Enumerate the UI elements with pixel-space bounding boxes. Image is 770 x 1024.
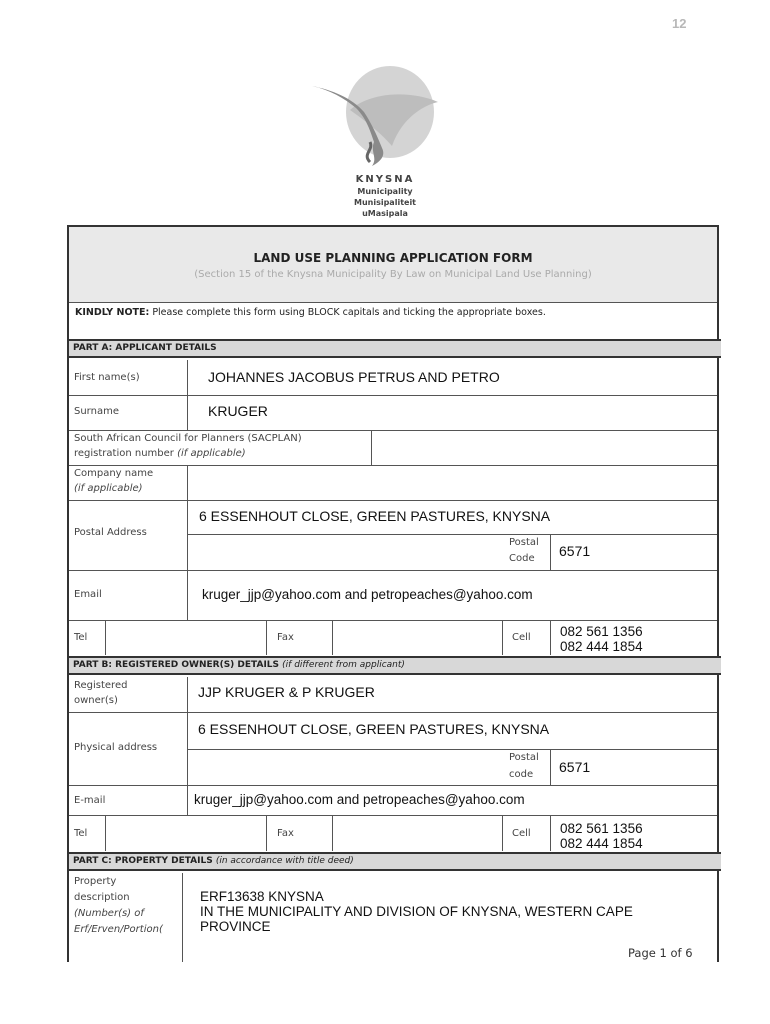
logo-line-3: uMasipala (362, 209, 408, 218)
cell-value-1: 082 561 1356 (560, 624, 643, 639)
postal-code-label-1: Postal (509, 537, 539, 548)
email-value: kruger_jjp@yahoo.com and petropeaches@yahoo.com (202, 587, 533, 602)
owner-postal-code-value: 6571 (559, 759, 591, 775)
owner-value: JJP KRUGER & P KRUGER (198, 684, 375, 700)
company-label-2-italic: (if applicable) (74, 483, 143, 494)
owner-postal-code-label-2: code (509, 769, 534, 780)
owner-cell-value-2: 082 444 1854 (560, 836, 643, 851)
cell-value-2: 082 444 1854 (560, 639, 643, 654)
first-name-value: JOHANNES JACOBUS PETRUS AND PETRO (208, 369, 500, 385)
part-c-heading-italic: (in accordance with title deed) (215, 856, 354, 866)
owner-label-2: owner(s) (74, 695, 118, 706)
surname-label: Surname (74, 406, 119, 417)
tel-label: Tel (74, 632, 88, 643)
knysna-logo-icon (300, 62, 470, 174)
logo-line-2: Munisipaliteit (353, 198, 417, 207)
part-b-heading (69, 656, 721, 675)
property-label-1: Property (74, 876, 117, 887)
postal-address-label: Postal Address (74, 527, 147, 538)
owner-fax-label: Fax (277, 828, 294, 839)
sacplan-label: South African Council for Planners (SACPLAN) (74, 433, 302, 444)
sacplan-label-2 (74, 447, 246, 460)
form-title: LAND USE PLANNING APPLICATION FORM (253, 251, 533, 265)
part-c-heading-text: PART C: PROPERTY DETAILS (73, 856, 216, 866)
owner-tel-label: Tel (74, 828, 88, 839)
postal-address-value: 6 ESSENHOUT CLOSE, GREEN PASTURES, KNYSNA (199, 508, 551, 524)
part-b-heading-italic: (if different from applicant) (282, 660, 405, 670)
application-form (67, 225, 719, 962)
first-name-label: First name(s) (74, 372, 140, 383)
part-a-heading: PART A: APPLICANT DETAILS (69, 339, 721, 358)
page-mark: 12 (672, 16, 687, 31)
postal-code-value: 6571 (559, 543, 591, 559)
kindly-note (75, 307, 546, 318)
part-c-heading (69, 852, 721, 871)
sacplan-label-2-italic: (if applicable) (177, 448, 246, 459)
owner-cell-value-1: 082 561 1356 (560, 821, 643, 836)
sacplan-label-2-text: registration number (74, 448, 178, 459)
email-label: Email (74, 589, 102, 600)
property-line-2: IN THE MUNICIPALITY AND DIVISION OF KNYSNA, WESTERN CAPE (200, 904, 633, 919)
owner-email-value: kruger_jjp@yahoo.com and petropeaches@yahoo.com (194, 792, 525, 807)
property-label-2: description (74, 892, 130, 903)
owner-cell-label: Cell (512, 828, 531, 839)
note-text: Please complete this form using BLOCK capitals and ticking the appropriate boxes. (149, 307, 546, 318)
owner-postal-code-label-1: Postal (509, 752, 539, 763)
property-label-4 (74, 923, 163, 936)
property-label-4-italic: Erf/Erven/Portion( (74, 924, 163, 935)
physical-address-label: Physical address (74, 742, 158, 753)
surname-value: KRUGER (208, 403, 268, 419)
part-b-heading-text: PART B: REGISTERED OWNER(S) DETAILS (73, 660, 283, 670)
owner-email-label: E-mail (74, 795, 106, 806)
logo-name: KNYSNA (355, 174, 415, 185)
postal-code-label-2: Code (509, 553, 535, 564)
property-line-3: PROVINCE (200, 919, 271, 934)
company-label: Company name (74, 468, 154, 479)
property-line-1: ERF13638 KNYSNA (200, 889, 324, 904)
logo-line-1: Municipality (357, 187, 413, 196)
fax-label: Fax (277, 632, 294, 643)
cell-label: Cell (512, 632, 531, 643)
company-label-2 (74, 482, 143, 495)
physical-address-value: 6 ESSENHOUT CLOSE, GREEN PASTURES, KNYSNA (198, 721, 550, 737)
property-label-3 (74, 907, 144, 920)
page-footer: Page 1 of 6 (628, 946, 693, 960)
note-label: KINDLY NOTE: (75, 307, 150, 318)
owner-label-1: Registered (74, 680, 128, 691)
property-label-3-italic: (Number(s) of (74, 908, 144, 919)
form-subtitle: (Section 15 of the Knysna Municipality By Law on Municipal Land Use Planning) (194, 269, 592, 280)
